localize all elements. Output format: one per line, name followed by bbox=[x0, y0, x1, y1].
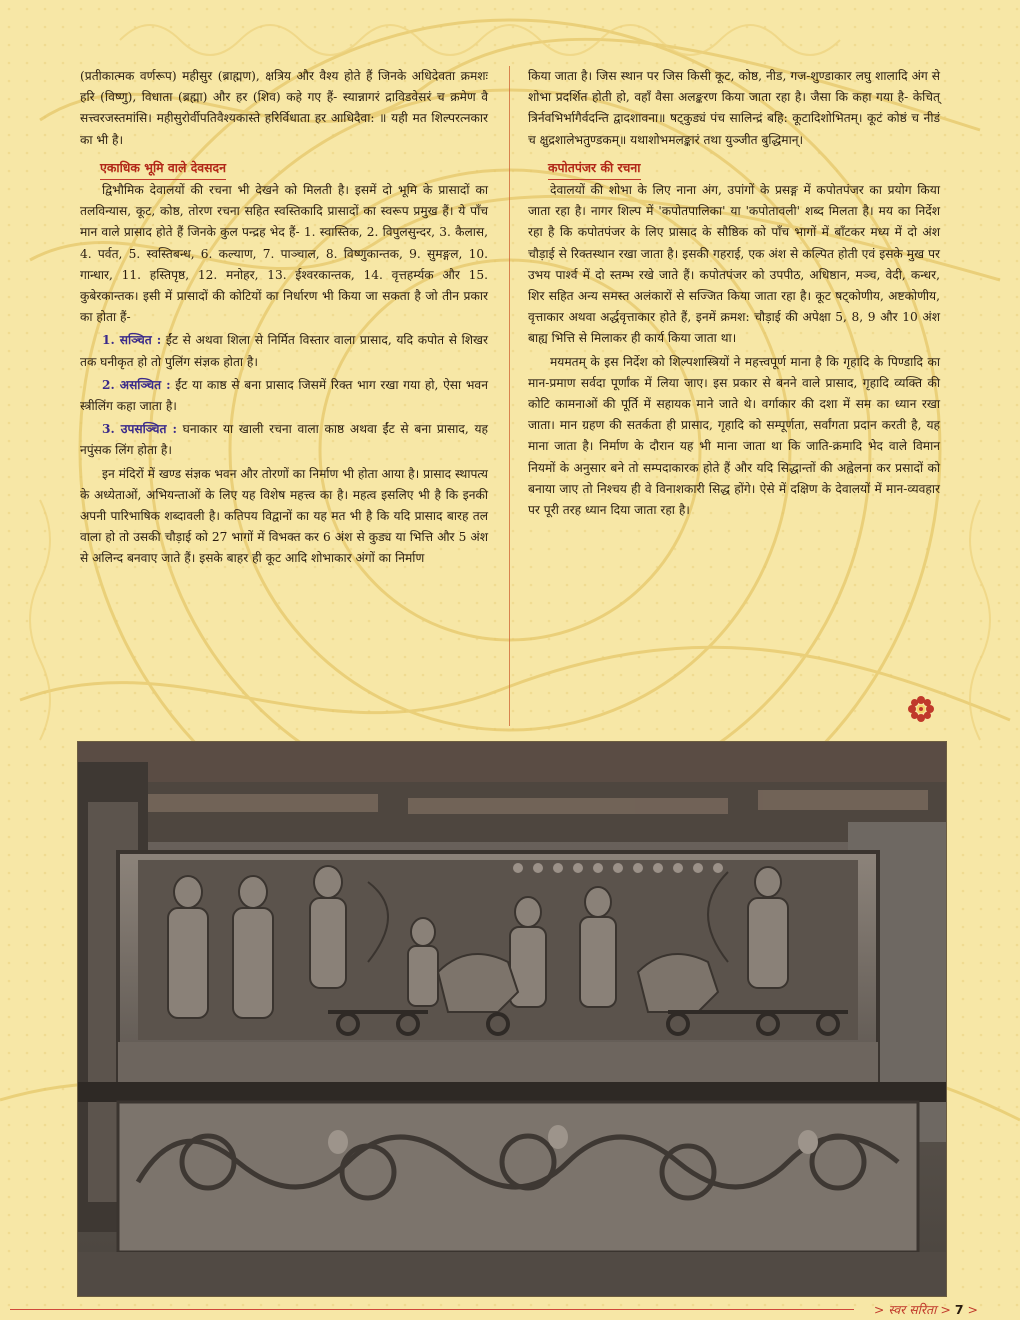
left-paragraph-sanchit bbox=[80, 330, 488, 372]
section-heading-multi-storey: एकाधिक भूमि वाले देवसदन bbox=[100, 157, 226, 180]
left-paragraph-2: द्विभौमिक देवालयों की रचना भी देखने को मिलती है। इसमें दो भूमि के प्रासादों का तलविन्यास, कूट, कोष्ठ, तोरण रचना सहित स्वस्तिकादि प्रासादों का स्वरूप प्रमुख हैं। ये पाँच मान वाले प्रासाद होते हैं जिनके कुल पन्द्रह भेद हैं- 1. स्वास्तिक, 2. विपुलसुन्दर, 3. कैलास, 4. पर्वत, 5. स्वस्तिबन्ध, 6. कल्याण, 7. पाञ्चाल, 8. विष्णुकान्तक, 9. सुमङ्गल, 10. गान्धार, 11. हस्तिपृष्ठ, 12. मनोहर, 13. ईश्वरकान्तक, 14. वृत्तहर्म्यक और 15. कुबेरकान्तक। इसी में प्रासादों की कोटियों का निर्धारण भी किया जा सकता है जो तीन प्रकार का होता हैं- bbox=[80, 183, 488, 325]
asanchit-text: ईंट या काष्ठ से बना प्रासाद जिसमें रिक्त भाग रखा गया हो, ऐसा भवन स्त्रीलिंग कहा जाता है। bbox=[80, 377, 488, 414]
footer-tail: > bbox=[963, 1302, 978, 1317]
term-asanchit: 2. असञ्चित : bbox=[102, 377, 171, 392]
left-paragraph-asanchit bbox=[80, 375, 488, 417]
left-paragraph-upasanchit bbox=[80, 419, 488, 461]
floral-ornament-icon bbox=[906, 694, 936, 724]
upasanchit-text: घनाकार या खाली रचना वाला काष्ठ अथवा ईंट से बना प्रासाद, यह नपुंसक लिंग होता है। bbox=[80, 422, 488, 458]
right-column bbox=[528, 66, 940, 523]
left-paragraph-1: (प्रतीकात्मक वर्णरूप) महीसुर (ब्राह्मण), क्षत्रिय और वैश्य होते हैं जिनके अधिदेवता क्रमशः हरि (विष्णु), विधाता (ब्रह्मा) और हर (शिव) कहे गए हैं- स्यान्नागरं द्राविडवेसरं च क्रमेण वै सत्त्वरजस्तमांसि। महीसुरोर्वीपतिवैश्यकास्ते हरिर्विधाता हर आधिदैवा: ॥ यही मत शिल्परत्नकार का भी है। bbox=[80, 69, 488, 147]
column-divider bbox=[509, 66, 510, 726]
footer-magazine-label bbox=[874, 1301, 978, 1318]
magazine-name: > स्वर सरिता > bbox=[873, 1302, 951, 1317]
right-paragraph-2: देवालयों की शोभा के लिए नाना अंग, उपांगों के प्रसङ्ग में कपोतपंजर का प्रयोग किया जाता रहा है। नागर शिल्प में 'कपोतपालिका' या 'कपोतावली' शब्द मिलता है। मय का निर्देश रहा है कि कपोतपंजर के लिए प्रासाद के सौष्ठिक को पाँच भागों में बाँटकर मध्य में दो अंश चौड़ाई से रिक्तस्थान रखा जाता है। इसकी गहराई, एक अंश से कल्पित होती एवं इसके मुख पर उभय पार्श्व में दो स्तम्भ रखे जाते हैं। कपोतपंजर को उपपीठ, अधिष्ठान, मञ्च, वेदी, कन्धर, शिर सहित अन्य समस्त अलंकारों से सज्जित किया जाता रहा है। कूट षट्कोणीय, अष्टकोणीय, वृत्ताकार अथवा अर्द्धवृत्ताकार होते हैं, इनमें क्रमश: चौड़ाई की अपेक्षा 5, 8, 9 और 10 अंश बाह्य भित्ति से मिलाकर ही कार्य किया जाता था। bbox=[528, 183, 940, 346]
footer-rule bbox=[10, 1309, 854, 1310]
stone-carving-photo bbox=[78, 742, 946, 1296]
section-heading-kapotpanjar: कपोतपंजर की रचना bbox=[548, 157, 641, 180]
left-paragraph-3: इन मंदिरों में खण्ड संज्ञक भवन और तोरणों का निर्माण भी होता आया है। प्रासाद स्थापत्य के अध्येताओं, अभियन्ताओं के लिए यह विशेष महत्त्व का है। महत्व इसलिए भी है कि इनकी अपनी पारिभाषिक शब्दावली है। कतिपय विद्वानों का यह मत भी है कि यदि प्रासाद बारह तल वाला हो तो उसकी चौड़ाई को 27 भागों में विभक्त कर 6 अंश से कुड्य या भित्ति और 5 अंश से अलिन्द बनवाए जाते हैं। इसके बाहर ही कूट आदि शोभाकार अंगों का निर्माण bbox=[80, 466, 488, 566]
right-paragraph-1: किया जाता है। जिस स्थान पर जिस किसी कूट, कोष्ठ, नीड, गज-शुण्डाकार लघु शालादि अंग से शोभा प्रदर्शित होती हो, वहाँ वैसा अलङ्करण किया जाता रहा है। जैसा कि कहा गया है- केचित् त्रिर्नवभिर्भागैर्वदन्ति द्वादशावना॥ षट्कुड्यं पंच सालिन्द्रं बहि: कूटादिशोभितम्। कूटं कोष्ठं च नीडं च क्षुद्रशालेभतुण्डकम्॥ यथाशोभमलङ्कारं तथा युञ्जीत बुद्धिमान्। bbox=[528, 69, 940, 147]
term-upasanchit: 3. उपसञ्चित : bbox=[102, 422, 177, 437]
page-number: 7 bbox=[954, 1302, 964, 1317]
right-paragraph-3: मयमतम् के इस निर्देश को शिल्पशास्त्रियों ने महत्त्वपूर्ण माना है कि गृहादि के पिण्डादि का मान-प्रमाण सर्वदा पूर्णांक में लिया जाए। इस प्रकार से बनने वाले प्रासाद, गृहादि व्यक्ति की कोटि कामनाओं की पूर्ति में सहायक माने जाते थे। वर्गाकार की दशा में सम का ध्यान रखा जाता। मान ग्रहण की सतर्कता ही प्रासाद, गृहादि को सम्पूर्णता, सर्वांगता प्रदान करती है, यह माना जाता है। निर्माण के दौरान यह भी माना जाता था कि जाति-क्रमादि भेद वाले विमान नियमों के अनुसार बने तो सम्पदाकारक होते हैं और यदि सिद्धान्तों की अह्वेलना कर प्रसादों को बनाया जाए तो निश्चय ही वे विनाशकारी सिद्ध होंगे। ऐसे में दक्षिण के देवालयों में मान-व्यवहार पर पूरी तरह ध्यान दिया जाता रहा है। bbox=[528, 354, 940, 518]
term-sanchit: 1. सञ्चित : bbox=[102, 333, 162, 348]
left-column bbox=[80, 66, 488, 572]
page-footer bbox=[0, 1300, 1020, 1320]
sanchit-text: ईंट से अथवा शिला से निर्मित विस्तार वाला प्रासाद, यदि कपोत से शिखर तक घनीकृत हो तो पुलिंग संज्ञक होता है। bbox=[80, 333, 488, 369]
